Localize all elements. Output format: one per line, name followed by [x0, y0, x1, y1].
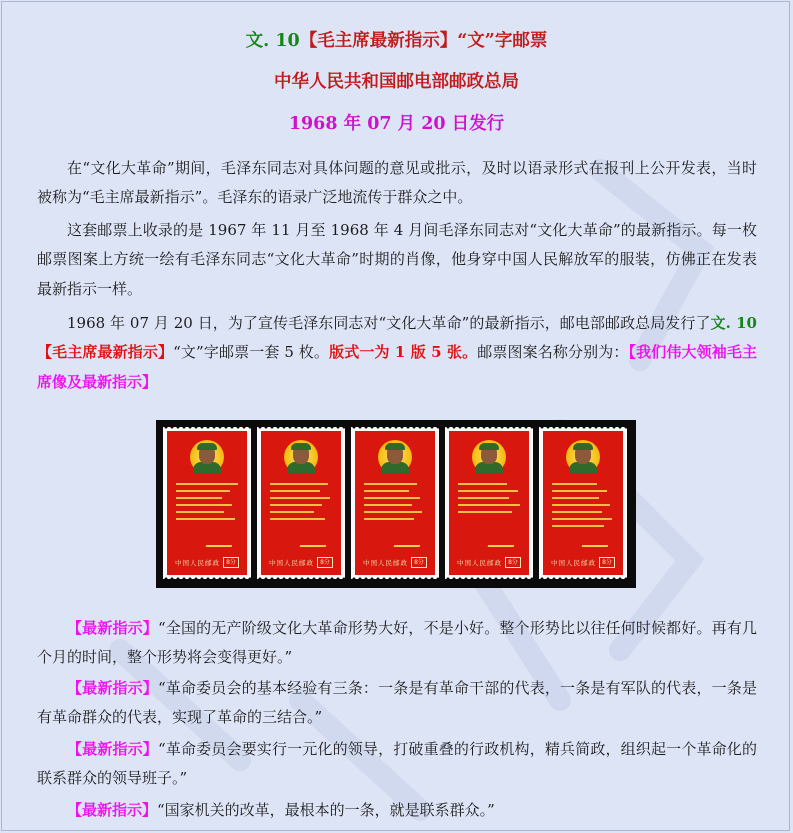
- issue-code: 文. 10: [245, 31, 300, 51]
- quote-text: “全国的无产阶级文化大革命形势大好，不是小好。整个形势比以往任何时候都好。再有几个月的时间，整个形势将会变得更好。”: [37, 619, 757, 667]
- stamp: [351, 427, 439, 579]
- stamp-strip-image: [156, 420, 636, 588]
- stamp-inscription: 中国人民邮政: [457, 559, 502, 567]
- stamp: [539, 427, 627, 579]
- quote-text: “革命委员会要实行一元化的领导，打破重叠的行政机构，精兵简政，组织起一个革命化的联系群众的领导班子。”: [37, 740, 757, 788]
- issue-title: 【毛主席最新指示】“文”字邮票: [299, 31, 548, 51]
- page-title: [0, 27, 793, 52]
- issue-date: 1968 年 07 月 20 日发行: [288, 114, 505, 134]
- issuer: 中华人民共和国邮电部邮政总局: [274, 72, 519, 92]
- stamp-inscription: 中国人民邮政: [269, 559, 314, 567]
- quote-tag: 【最新指示】: [67, 679, 158, 697]
- p3-text-a: 1968 年 07 月 20 日，为了宣传毛泽东同志对“文化大革命”的最新指示，邮电部邮政总局发行了: [67, 314, 711, 332]
- stamp-inscription: 中国人民邮政: [363, 559, 408, 567]
- quote-text: “国家机关的改革，最根本的一条，就是联系群众。”: [157, 801, 495, 819]
- stamp-inscription: 中国人民邮政: [551, 559, 596, 567]
- quote-tag: 【最新指示】: [67, 801, 158, 819]
- p3-text-b: “文”字邮票一套 5 枚。: [173, 343, 330, 362]
- stamp: [257, 427, 345, 579]
- quote-text: “革命委员会的基本经验有三条：一条是有革命干部的代表，一条是有军队的代表，一条是有革命群众的代表，实现了革命的三结合。”: [37, 679, 757, 727]
- stamp-inscription: 中国人民邮政: [175, 559, 220, 567]
- quote-1: [37, 614, 757, 673]
- p3-format: 版式一为 1 版 5 张。: [329, 343, 478, 362]
- stamp-value: 8分: [411, 557, 427, 568]
- stamp-value: 8分: [599, 557, 615, 568]
- p3-issue-name: 【毛主席最新指示】: [37, 343, 174, 362]
- stamp-value: 8分: [223, 557, 239, 568]
- stamp: [163, 427, 251, 579]
- p3-design-name: 【我们伟大领袖毛主席像及最新指示】: [37, 343, 757, 391]
- p3-text-c: 邮票图案名称分别为：: [477, 343, 629, 362]
- stamp-value: 8分: [317, 557, 333, 568]
- p3-issue-code: 文. 10: [710, 314, 757, 332]
- quote-tag: 【最新指示】: [67, 740, 158, 758]
- stamp-value: 8分: [505, 557, 521, 568]
- intro-paragraph-2: 这套邮票上收录的是 1967 年 11 月至 1968 年 4 月间毛泽东同志对“文化大革命”的最新指示。每一枚邮票图案上方统一绘有毛泽东同志“文化大革命”时期的肖像，他身穿中国人民解放军的服装，仿佛正在发表最新指示一样。: [37, 221, 757, 298]
- quote-tag: 【最新指示】: [67, 619, 158, 637]
- stamp: [445, 427, 533, 579]
- quote-4: [37, 796, 757, 825]
- quote-2: [37, 674, 757, 733]
- quote-3: [37, 735, 757, 794]
- intro-paragraph-3: [37, 309, 757, 397]
- intro-paragraph-1: 在“文化大革命”期间，毛泽东同志对具体问题的意见或批示，及时以语录形式在报刊上公开发表，当时被称为“毛主席最新指示”。毛泽东的语录广泛地流传于群众之中。: [37, 159, 757, 207]
